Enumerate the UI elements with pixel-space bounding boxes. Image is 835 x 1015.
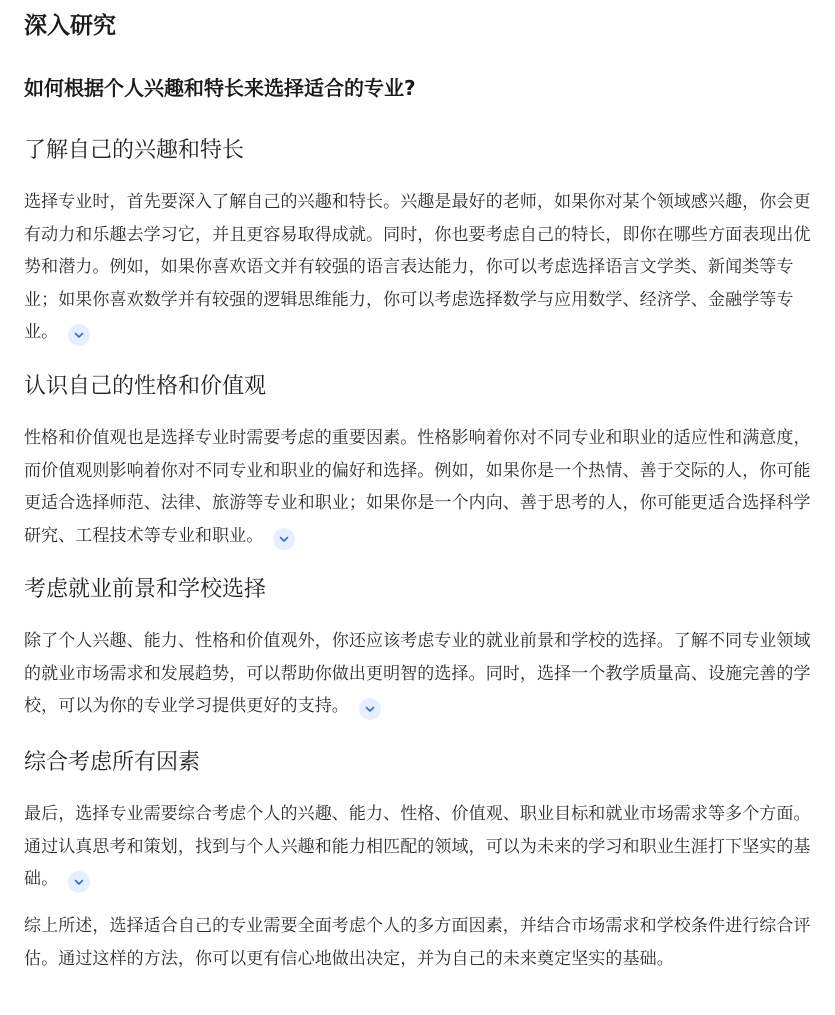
chevron-down-icon [73,329,85,341]
chevron-down-icon [73,876,85,888]
chevron-down-icon [278,533,290,545]
section-text-overall-content: 最后，选择专业需要综合考虑个人的兴趣、能力、性格、价值观、职业目标和就业市场需求等多个方面。通过认真思考和策划，找到与个人兴趣和能力相匹配的领域，可以为未来的学习和职业生涯打下坚实的基础。 [24,804,811,889]
section-text-personality [24,422,816,552]
section-heading-interests: 了解自己的兴趣和特长 [24,138,245,163]
section-heading-personality: 认识自己的性格和价值观 [24,374,267,399]
expand-button-employment[interactable] [359,698,381,720]
summary-text: 综上所述，选择适合自己的专业需要全面考虑个人的多方面因素，并结合市场需求和学校条件进行综合评估。通过这样的方法，你可以更有信心地做出决定，并为自己的未来奠定坚实的基础。 [24,916,811,969]
expand-button-overall[interactable] [68,871,90,893]
page-title: 深入研究 [24,13,116,39]
section-text-personality-content: 性格和价值观也是选择专业时需要考虑的重要因素。性格影响着你对不同专业和职业的适应性和满意度，而价值观则影响着你对不同专业和职业的偏好和选择。例如，如果你是一个热情、善于交际的人，你可能更适合选择师范、法律、旅游等专业和职业；如果你是一个内向、善于思考的人，你可能更适合选择科学研究、工程技术等专业和职业。 [24,428,811,546]
section-text-employment [24,625,816,723]
section-heading-employment: 考虑就业前景和学校选择 [24,577,267,602]
section-heading-overall: 综合考虑所有因素 [24,750,201,775]
expand-button-interests[interactable] [68,324,90,346]
section-text-interests [24,186,816,349]
research-question: 如何根据个人兴趣和特长来选择适合的专业? [24,76,416,100]
section-text-interests-content: 选择专业时，首先要深入了解自己的兴趣和特长。兴趣是最好的老师，如果你对某个领域感兴趣，你会更有动力和乐趣去学习它，并且更容易取得成就。同时，你也要考虑自己的特长，即你在哪些方面表现出优势和潜力。例如，如果你喜欢语文并有较强的语言表达能力，你可以考虑选择语言文学类、新闻类等专业；如果你喜欢数学并有较强的逻辑思维能力，你可以考虑选择数学与应用数学、经济学、金融学等专业。 [24,192,811,342]
expand-button-personality[interactable] [273,528,295,550]
section-text-employment-content: 除了个人兴趣、能力、性格和价值观外，你还应该考虑专业的就业前景和学校的选择。了解不同专业领域的就业市场需求和发展趋势，可以帮助你做出更明智的选择。同时，选择一个教学质量高、设施完善的学校，可以为你的专业学习提供更好的支持。 [24,631,811,716]
section-text-overall [24,798,816,896]
chevron-down-icon [364,703,376,715]
